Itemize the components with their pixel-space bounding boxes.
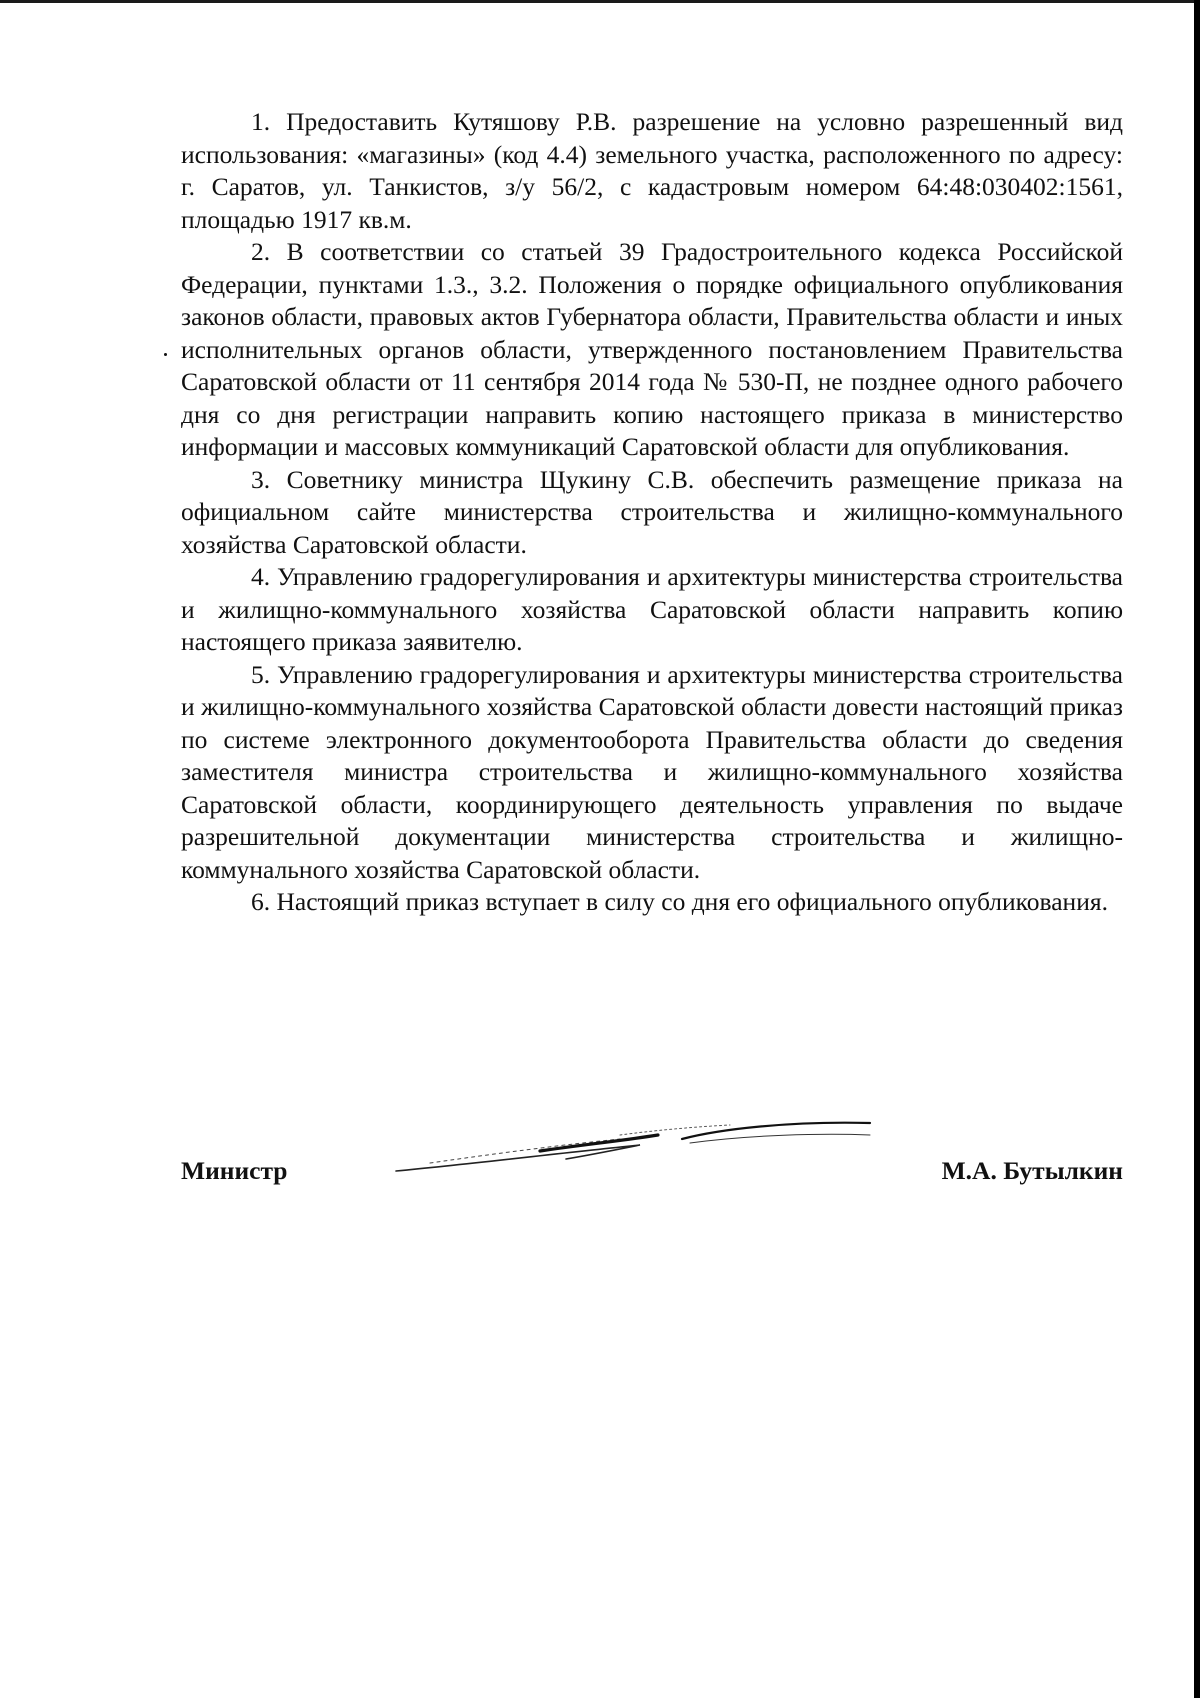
signatory-title: Министр xyxy=(181,1156,288,1185)
order-paragraph-6: 6. Настоящий приказ вступает в силу со дня его официального опубликования. xyxy=(251,887,1108,916)
order-paragraph-4: 4. Управлению градорегулирования и архитектуры министерства строительства и жилищно-коммунального хозяйства Саратовской области направить копию настоящего приказа заявителю. xyxy=(181,562,1123,656)
handwritten-signature xyxy=(390,1105,940,1185)
signatory-name: М.А. Бутылкин xyxy=(941,1156,1123,1185)
order-body xyxy=(181,106,1123,919)
scan-speck xyxy=(164,353,167,356)
order-paragraph-1: 1. Предоставить Кутяшову Р.В. разрешение на условно разрешенный вид использования: «магазины» (код 4.4) земельного участка, расположенного по адресу: г. Саратов, ул. Танкистов, з/у 56/2, с кадастровым номером 64:48:030402:1561, площадью 1917 кв.м. xyxy=(181,107,1123,234)
scan-right-edge xyxy=(1194,0,1200,1698)
order-paragraph-5: 5. Управлению градорегулирования и архитектуры министерства строительства и жилищно-коммунального хозяйства Саратовской области довести настоящий приказ по системе электронного документооборота Правительства области до сведения заместителя министра строительства и жилищно-коммунального хозяйства Саратовской области, координирующего деятельность управления по выдаче разрешительной документации министерства строительства и жилищно-коммунального хозяйства Саратовской области. xyxy=(181,659,1123,884)
order-paragraph-3: 3. Советнику министра Щукину С.В. обеспечить размещение приказа на официальном сайте министерства строительства и жилищно-коммунального хозяйства Саратовской области. xyxy=(181,464,1123,559)
scan-top-edge xyxy=(0,0,1200,3)
order-paragraph-2: 2. В соответствии со статьей 39 Градостроительного кодекса Российской Федерации, пунктами 1.3., 3.2. Положения о порядке официального опубликования законов области, правовых актов Губернатора области, Правительства области и иных исполнительных органов области, утвержденного постановлением Правительства Саратовской области от 11 сентября 2014 года № 530-П, не позднее одного рабочего дня со дня регистрации направить копию настоящего приказа в министерство информации и массовых коммуникаций Саратовской области для опубликования. xyxy=(181,237,1123,461)
